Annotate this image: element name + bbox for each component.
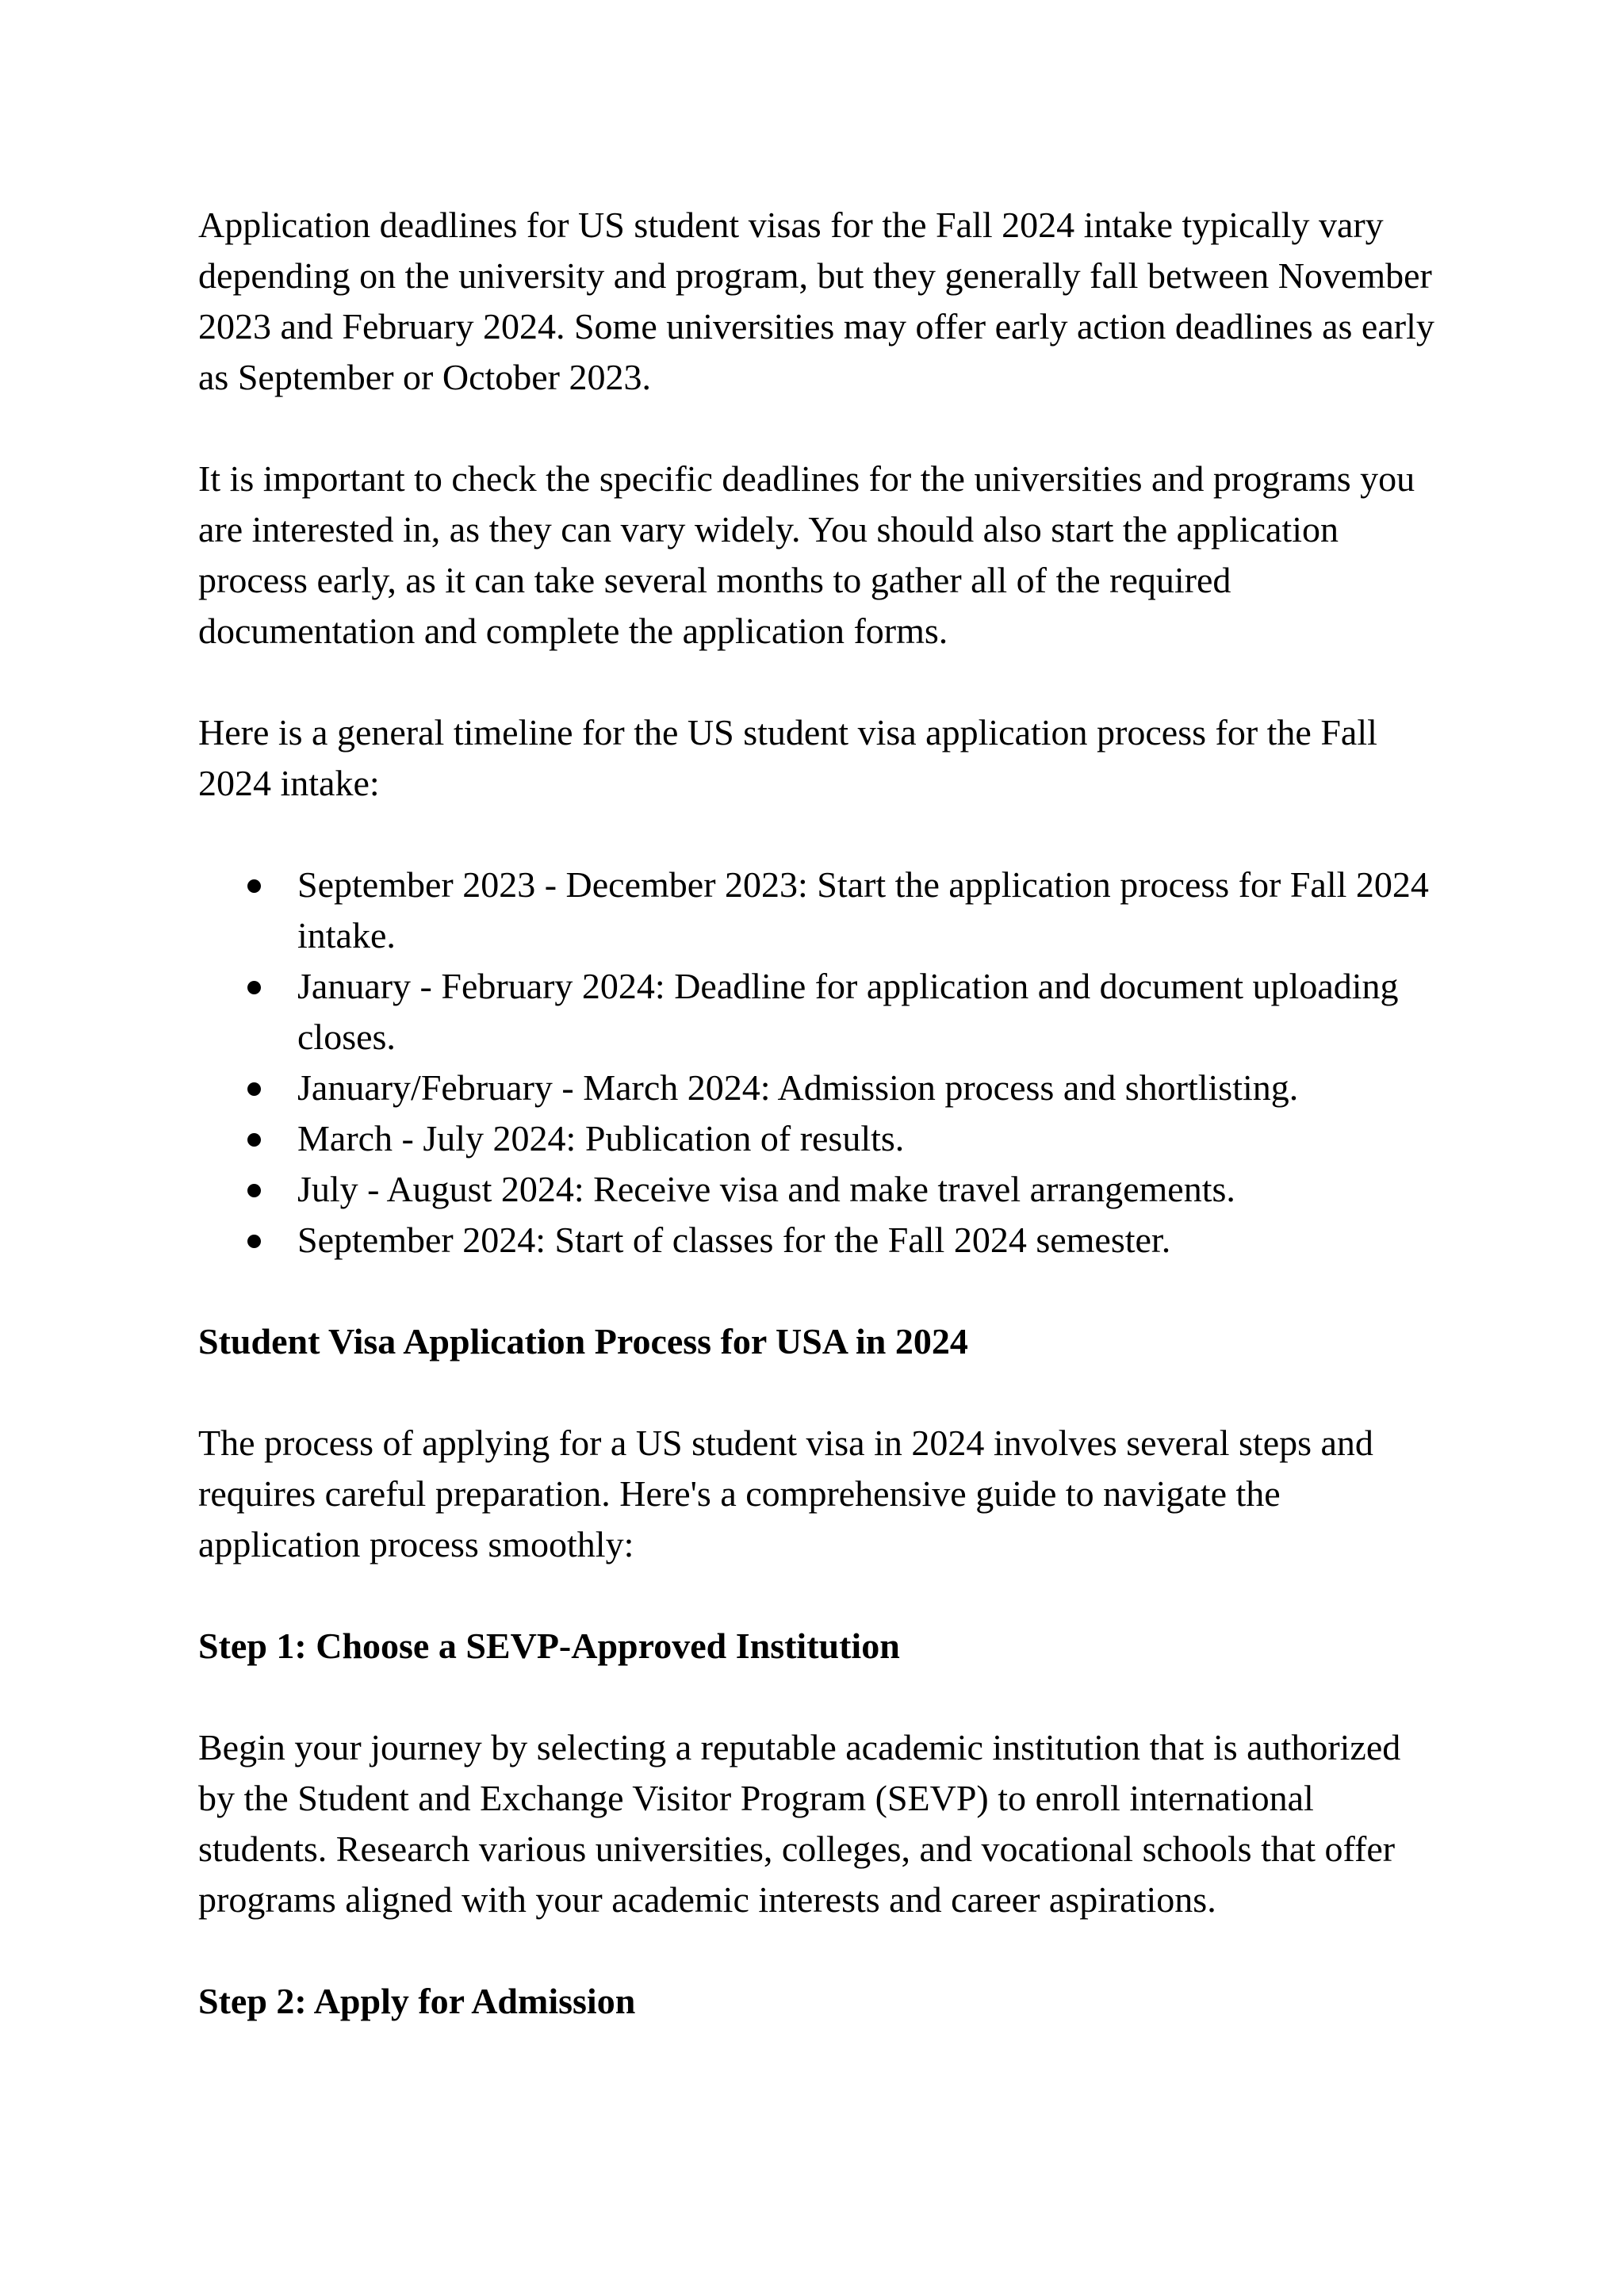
bullet-icon [247,1082,261,1096]
timeline-list [198,860,1435,1266]
bullet-icon [247,879,261,893]
list-item [198,1113,1435,1164]
list-item [198,1164,1435,1215]
step1-heading: Step 1: Choose a SEVP-Approved Institution [198,1626,900,1666]
bullet-icon [247,1235,261,1248]
intro-paragraph-check-deadlines: It is important to check the specific deadlines for the universities and programs you are interested in, as they can vary widely. You should also start the application process early, as it can take several months to gather all of the required documentation and complete the application forms. [198,458,1415,651]
intro-paragraph-deadlines: Application deadlines for US student visas for the Fall 2024 intake typically vary depending on the university and program, but they generally fall between November 2023 and February 2024. Some universities may offer early action deadlines as early as September or October 2023. [198,205,1434,397]
list-item [198,961,1435,1063]
intro-paragraph-timeline: Here is a general timeline for the US student visa application process for the Fall 2024 intake: [198,712,1377,803]
list-item [198,860,1435,961]
list-item-text: September 2023 - December 2023: Start the application process for Fall 2024 intake. [297,864,1429,956]
bullet-icon [247,1184,261,1197]
list-item-text: September 2024: Start of classes for the Fall 2024 semester. [297,1220,1171,1260]
bullet-icon [247,1133,261,1147]
list-item-text: March - July 2024: Publication of results. [297,1118,905,1158]
list-item-text: July - August 2024: Receive visa and make travel arrangements. [297,1169,1235,1209]
step2-heading: Step 2: Apply for Admission [198,1981,636,2021]
list-item [198,1063,1435,1113]
section-heading: Student Visa Application Process for USA in 2024 [198,1321,968,1361]
list-item-text: January/February - March 2024: Admission process and shortlisting. [297,1067,1299,1108]
list-item-text: January - February 2024: Deadline for application and document uploading closes. [297,966,1399,1057]
list-item [198,1215,1435,1266]
bullet-icon [247,981,261,994]
section-intro-paragraph: The process of applying for a US student visa in 2024 involves several steps and requires careful preparation. Here's a comprehensive guide to navigate the application process smoothly: [198,1423,1373,1564]
document-page [198,200,1435,2078]
step1-paragraph: Begin your journey by selecting a reputable academic institution that is authorized by the Student and Exchange Visitor Program (SEVP) to enroll international students. Research various universities, colleges, and vocational schools that offer programs aligned with your academic interests and career aspirations. [198,1727,1401,1920]
